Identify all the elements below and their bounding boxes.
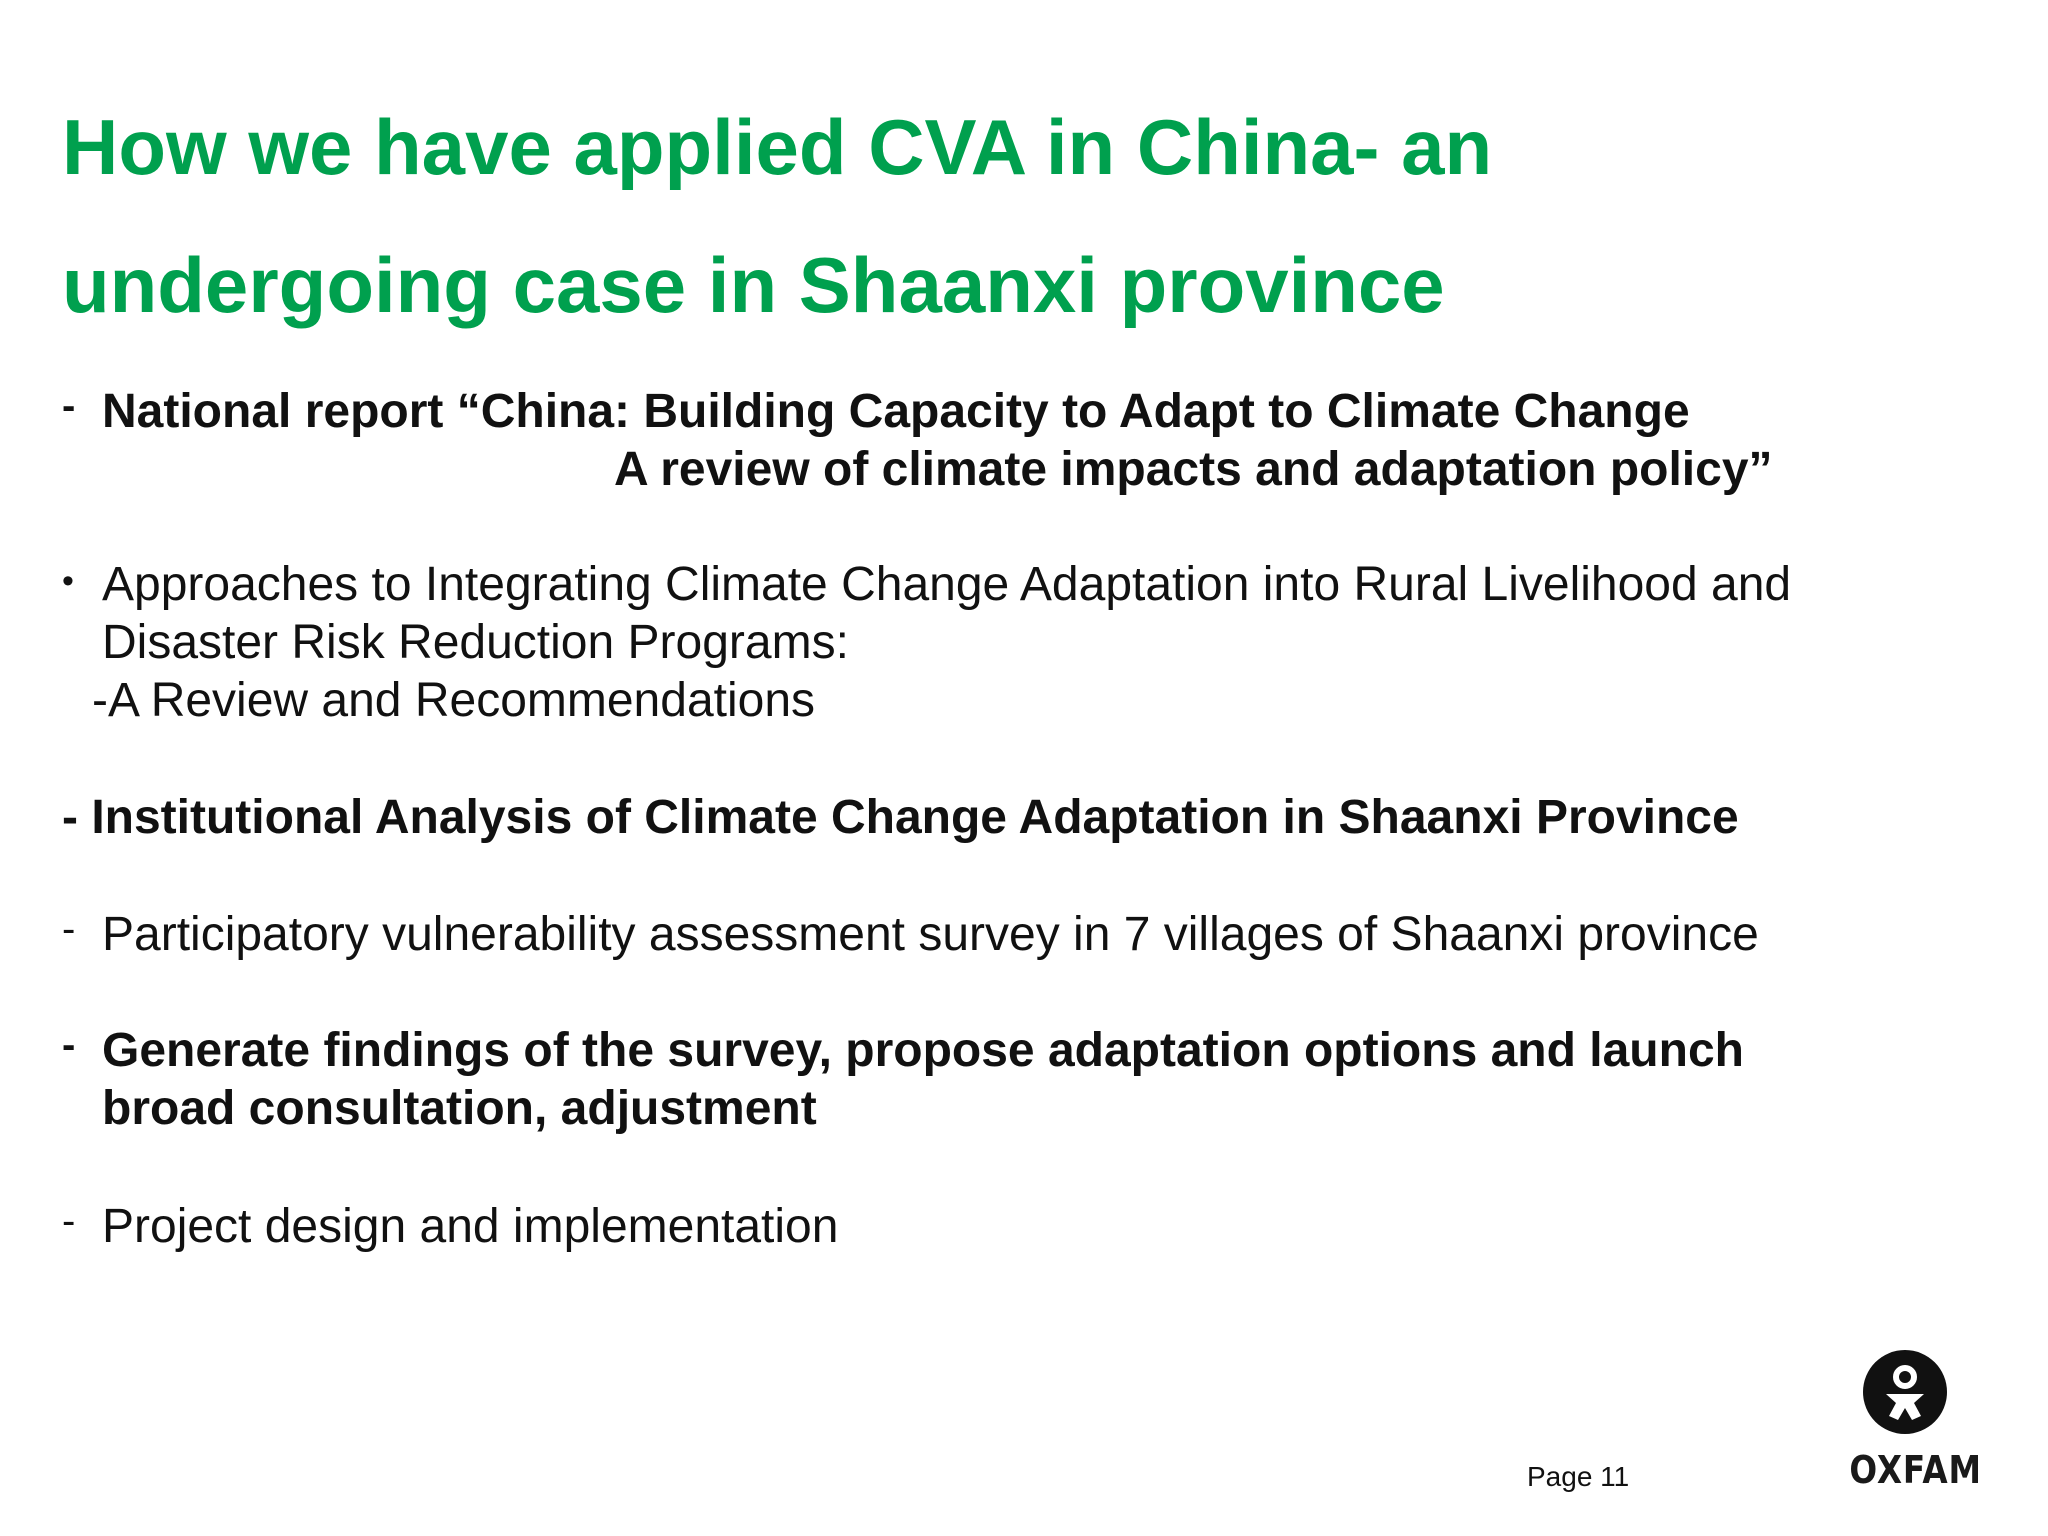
item-text-line: broad consultation, adjustment	[102, 1082, 817, 1135]
title-line-2: undergoing case in Shaanxi province	[62, 241, 1445, 329]
slide-title	[62, 78, 1762, 354]
item-text-line: Disaster Risk Reduction Programs:	[102, 616, 849, 669]
item-text-line: National report “China: Building Capacity to Adapt to Climate Change	[102, 385, 1690, 438]
list-item-approaches	[62, 556, 1962, 736]
dash-marker: -	[62, 1199, 76, 1243]
item-text-line: - Institutional Analysis of Climate Change Adaptation in Shaanxi Province	[62, 791, 1739, 844]
item-text-line: Participatory vulnerability assessment survey in 7 villages of Shaanxi province	[102, 908, 1759, 961]
item-text-line: Generate findings of the survey, propose adaptation options and launch	[102, 1024, 1744, 1077]
dash-marker: -	[62, 907, 76, 951]
list-item-national-report	[62, 383, 1962, 503]
dash-marker: -	[62, 384, 76, 428]
dash-marker: -	[62, 1023, 76, 1067]
list-item-generate-findings	[62, 1022, 1962, 1142]
item-text-line: -A Review and Recommendations	[92, 674, 816, 727]
list-item-participatory-assessment	[62, 906, 1962, 966]
page-number: Page 11	[1527, 1461, 1630, 1492]
list-item-institutional-analysis	[62, 789, 1962, 849]
oxfam-logo-text: OXFAM	[1849, 1448, 1982, 1492]
title-line-1: How we have applied CVA in China- an	[62, 103, 1493, 191]
list-item-project-design	[62, 1198, 1962, 1258]
item-text-line: A review of climate impacts and adaptation policy”	[614, 443, 1773, 496]
item-text-line: Project design and implementation	[102, 1200, 839, 1253]
bullet-marker: •	[62, 562, 74, 600]
item-text-line: Approaches to Integrating Climate Change Adaptation into Rural Livelihood and	[102, 558, 1792, 611]
